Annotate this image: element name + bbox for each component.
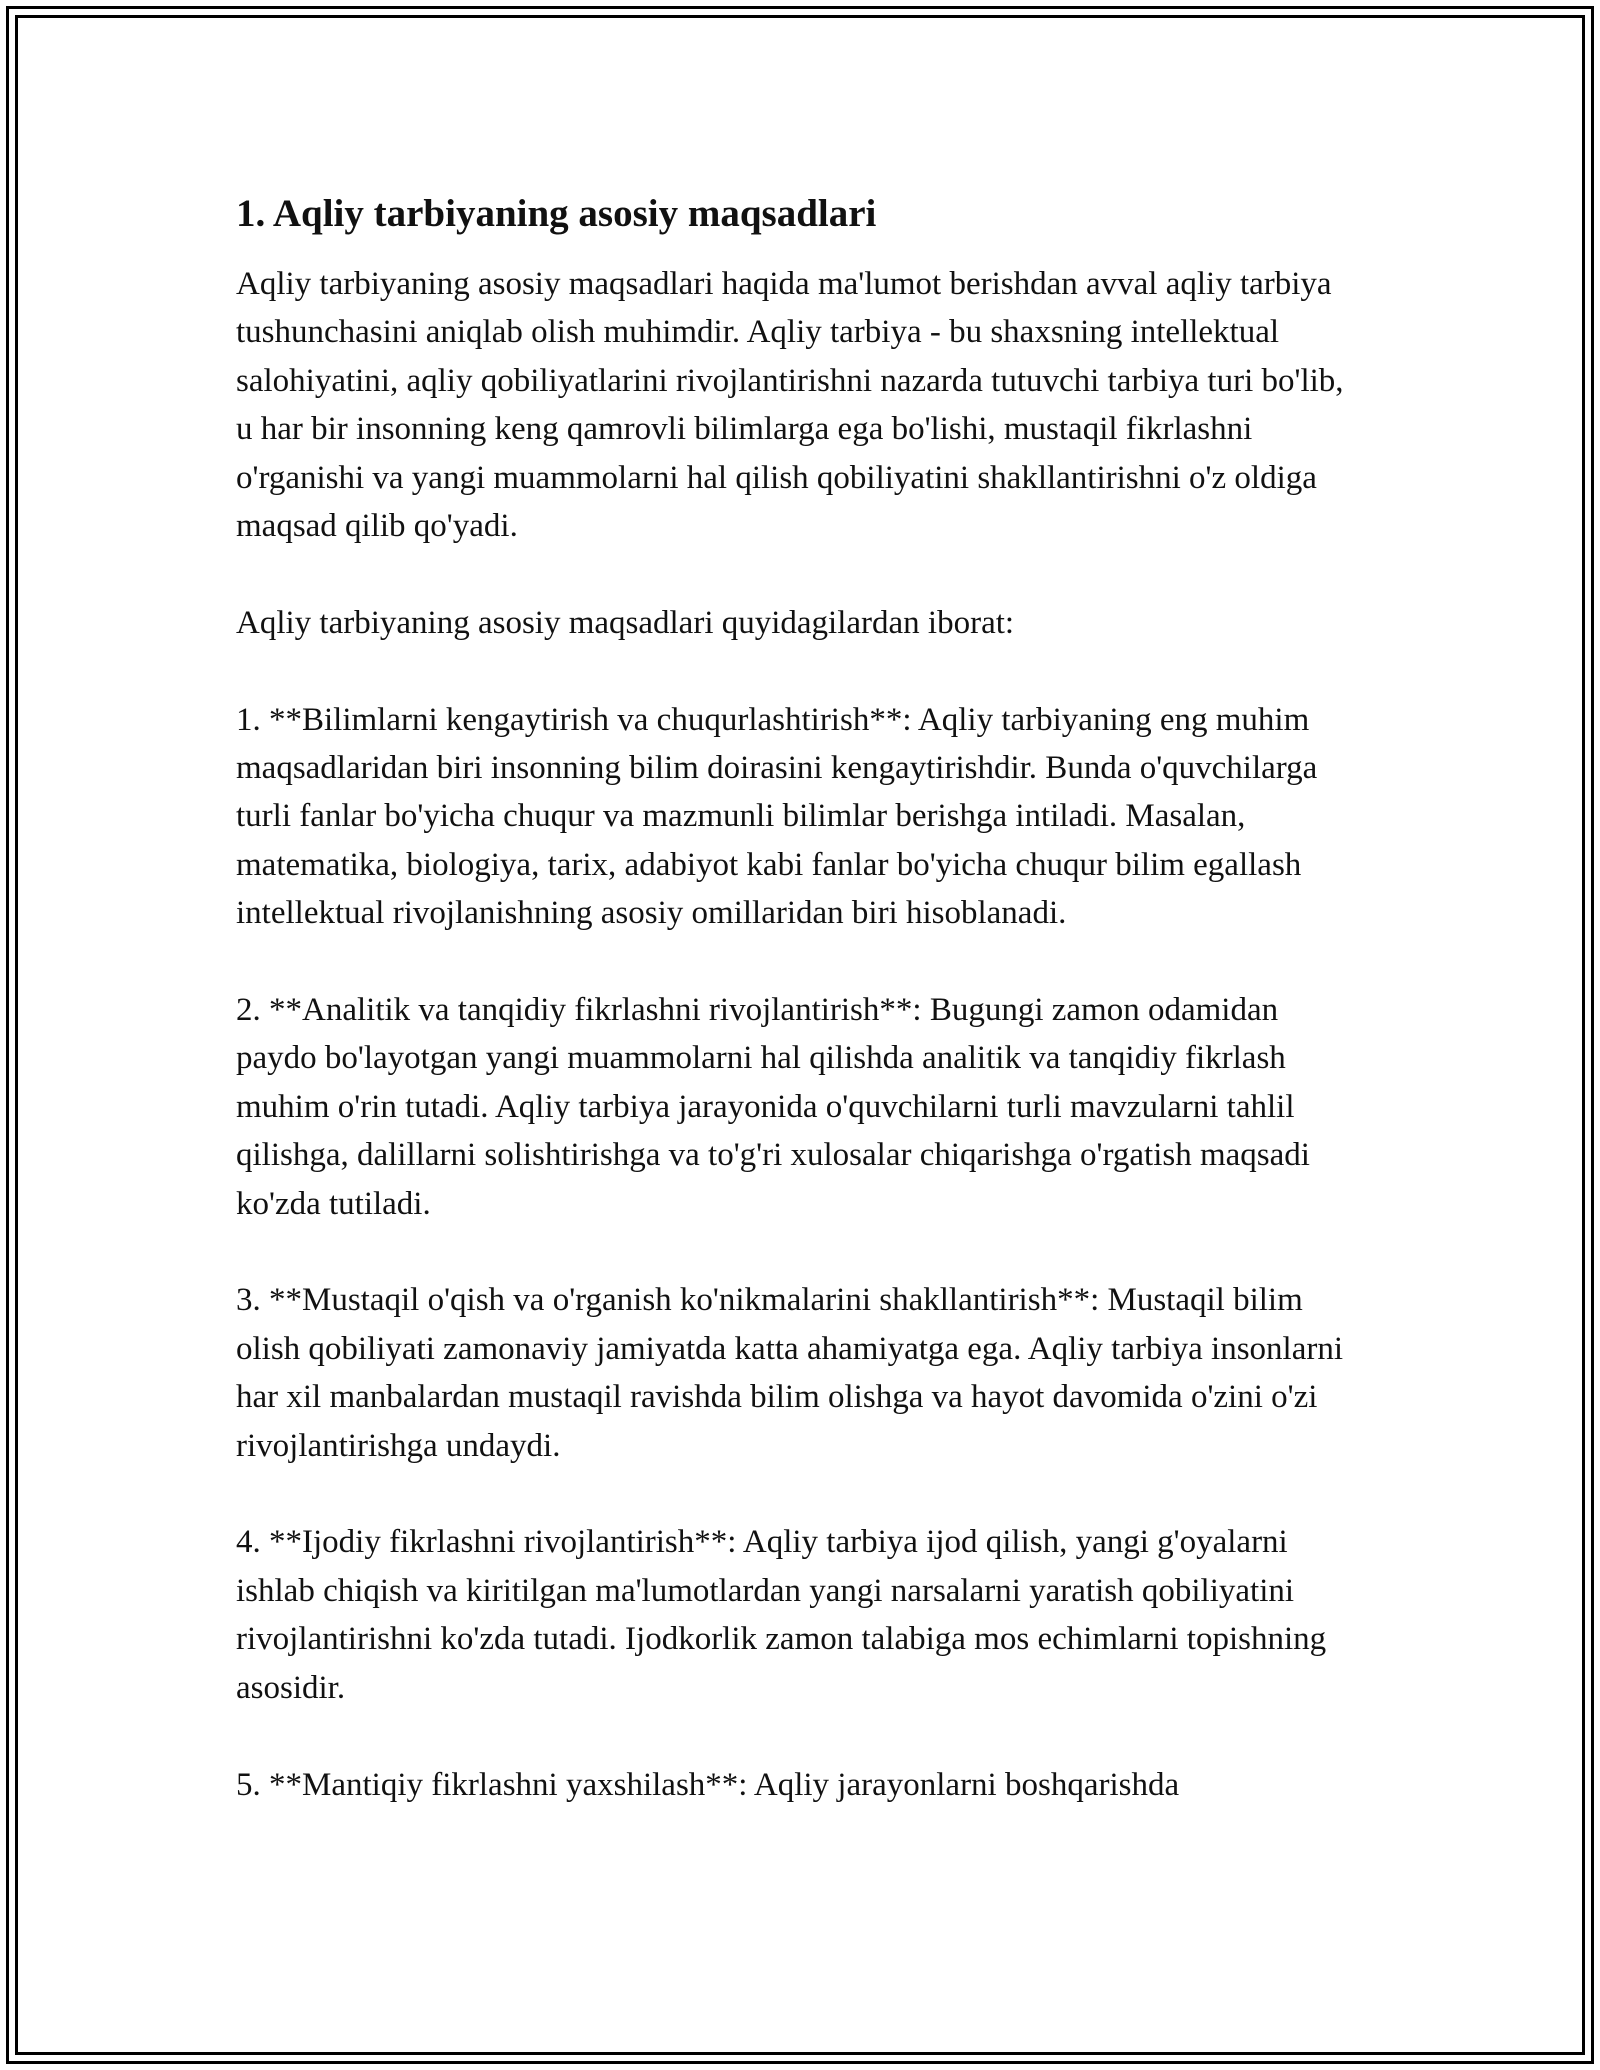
goal-item-3: 3. **Mustaqil o'qish va o'rganish ko'nikmalarini shakllantirish**: Mustaqil bilim olish qobiliyati zamonaviy jamiyatda katta ahamiyatga ega. Aqliy tarbiya insonlarni har xil manbalardan mustaqil ravishda bilim olishga va hayot davomida o'zini o'zi rivojlantirishga undaydi. — [236, 1282, 1344, 1464]
intro-paragraph: Aqliy tarbiyaning asosiy maqsadlari haqida ma'lumot berishdan avval aqliy tarbiya tushunchasini aniqlab olish muhimdir. Aqliy tarbiya - bu shaxsning intellektual salohiyatini, aqliy qobiliyatlarini rivojlantirishni nazarda tutuvchi tarbiya turi bo'lib, u har bir insonning keng qamrovli bilimlarga ega bo'lishi, mustaqil fikrlashni o'rganishi va yangi muammolarni hal qilish qobiliyatini shakllantirishni o'z oldiga maqsad qilib qo'yadi. — [236, 266, 1344, 545]
goal-item-4: 4. **Ijodiy fikrlashni rivojlantirish**: Aqliy tarbiya ijod qilish, yangi g'oyalarni ishlab chiqish va kiritilgan ma'lumotlardan yangi narsalarni yaratish qobiliyatini rivojlantirishni ko'zda tutadi. Ijodkorlik zamon talabiga mos echimlarni topishning asosidir. — [236, 1524, 1327, 1706]
goals-lead-paragraph: Aqliy tarbiyaning asosiy maqsadlari quyidagilardan iborat: — [236, 604, 1015, 641]
goal-item-2: 2. **Analitik va tanqidiy fikrlashni rivojlantirish**: Bugungi zamon odamidan paydo bo'layotgan yangi muammolarni hal qilishda analitik va tanqidiy fikrlash muhim o'rin tutadi. Aqliy tarbiya jarayonida o'quvchilarni turli mavzularni tahlil qilishga, dalillarni solishtirishga va to'g'ri xulosalar chiqarishga o'rgatish maqsadi ko'zda tutiladi. — [236, 992, 1310, 1222]
document-body — [236, 190, 1366, 1809]
section-heading: 1. Aqliy tarbiyaning asosiy maqsadlari — [236, 192, 877, 235]
goal-item-1: 1. **Bilimlarni kengaytirish va chuqurlashtirish**: Aqliy tarbiyaning eng muhim maqsadlaridan biri insonning bilim doirasini kengaytirishdir. Bunda o'quvchilarga turli fanlar bo'yicha chuqur va mazmunli bilimlar berishga intiladi. Masalan, matematika, biologiya, tarix, adabiyot kabi fanlar bo'yicha chuqur bilim egallash intellektual rivojlanishning asosiy omillaridan biri hisoblanadi. — [236, 701, 1318, 932]
goal-item-5: 5. **Mantiqiy fikrlashni yaxshilash**: Aqliy jarayonlarni boshqarishda — [236, 1766, 1180, 1803]
